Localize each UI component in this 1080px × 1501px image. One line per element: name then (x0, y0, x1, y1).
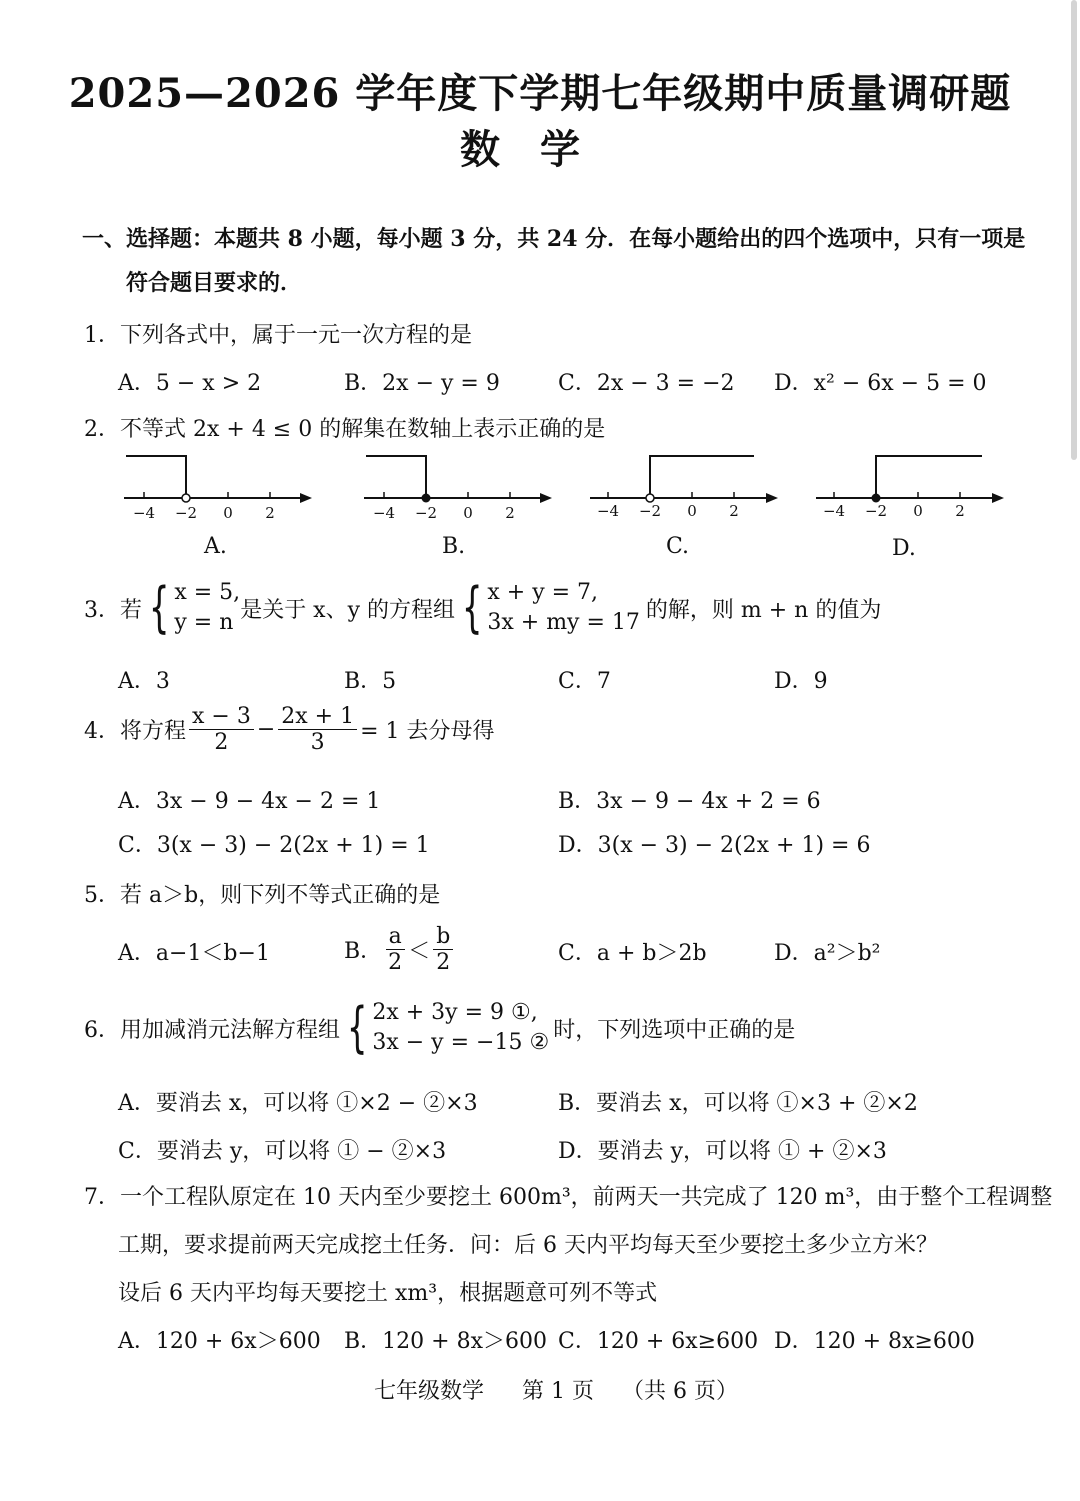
q4-option-b: B．3x − 9 − 4x + 2 = 6 (558, 789, 821, 814)
axis-arrow (540, 493, 552, 503)
q3-option-b: B．5 (344, 669, 397, 694)
section-heading: 一、选择题：本题共 8 小题，每小题 3 分，共 24 分．在每小题给出的四个选项中，只有一项是 (82, 226, 1026, 252)
tick-label: −2 (638, 502, 662, 520)
solution-bracket (876, 456, 982, 498)
fraction (278, 704, 357, 756)
q5-option-d: D．a²＞b² (774, 941, 881, 966)
tick-label: −4 (822, 502, 846, 520)
system-line: 3x + my = 17 (487, 610, 640, 635)
tick-label: 2 (729, 502, 739, 520)
denominator: 2 (214, 730, 229, 756)
number-line-label-a: A. (204, 534, 227, 559)
number-line-c (584, 448, 784, 528)
system-line: y = n (174, 610, 234, 635)
tick-label: 0 (913, 502, 923, 520)
q6-tail: 时，下列选项中正确的是 (553, 1017, 796, 1043)
tick-label: −4 (132, 504, 156, 522)
closed-endpoint (422, 494, 431, 503)
q7-option-c: C．120 + 6x≥600 (558, 1329, 759, 1354)
brace-icon: { (461, 576, 483, 639)
solution-bracket (366, 456, 426, 498)
tick-label: −4 (372, 504, 396, 522)
number-line-label-d: D. (892, 536, 916, 561)
question-5-stem: 5．若 a＞b，则下列不等式正确的是 (84, 883, 441, 908)
q1-option-c: C．2x − 3 = −2 (558, 371, 735, 396)
question-7-line-3: 设后 6 天内平均每天要挖土 xm³，根据题意可列不等式 (118, 1281, 658, 1306)
number-line-b (358, 448, 558, 528)
section-heading-cont: 符合题目要求的． (126, 270, 303, 296)
system-line: 3x − y = −15 ② (372, 1030, 550, 1055)
footer-page-number: 第 1 页 (522, 1379, 594, 1404)
page-title: 2025—2026 学年度下学期七年级期中质量调研题 (68, 70, 1012, 117)
brace-icon: { (346, 996, 368, 1059)
tick-label: −2 (414, 504, 438, 522)
tick-label: 2 (955, 502, 965, 520)
q4-prefix: 4．将方程 (84, 719, 186, 745)
denominator: 2 (436, 950, 451, 976)
q3-prefix: 3．若 (84, 597, 142, 623)
footer-total-pages: （共 6 页） (622, 1379, 738, 1404)
question-7-line-2: 工期，要求提前两天完成挖土任务．问：后 6 天内平均每天至少要挖土多少立方米？ (118, 1233, 938, 1258)
fraction (433, 924, 453, 976)
question-4-stem (84, 704, 495, 756)
q6-option-d: D．要消去 y，可以将 ① + ②×3 (558, 1139, 887, 1164)
less-than-sign: ＜ (408, 939, 431, 965)
q6-prefix: 6．用加减消元法解方程组 (84, 1017, 340, 1043)
q1-option-a: A．5 − x > 2 (118, 371, 262, 396)
question-1-stem: 1．下列各式中，属于一元一次方程的是 (84, 323, 472, 348)
number-line-label-c: C. (666, 534, 690, 559)
minus-sign: − (256, 717, 276, 743)
question-7-line-1: 7．一个工程队原定在 10 天内至少要挖土 600m³，前两天一共完成了 120 m³，由于整个工程调整 (84, 1185, 1053, 1210)
tick-label: 0 (463, 504, 473, 522)
question-3-stem (84, 578, 881, 638)
solution-bracket (650, 456, 754, 498)
fraction (385, 924, 405, 976)
q4-option-a: A．3x − 9 − 4x − 2 = 1 (118, 789, 381, 814)
denominator: 3 (310, 730, 325, 756)
number-line-d (810, 448, 1010, 528)
axis-arrow (992, 493, 1004, 503)
numerator: 2x + 1 (278, 704, 357, 730)
q1-option-d: D．x² − 6x − 5 = 0 (774, 371, 987, 396)
tick-label: −2 (174, 504, 198, 522)
tick-label: 2 (505, 504, 515, 522)
option-label: B． (344, 939, 383, 965)
q7-option-d: D．120 + 8x≥600 (774, 1329, 975, 1354)
numerator: b (433, 924, 453, 950)
q6-option-b: B．要消去 x，可以将 ①×3 + ②×2 (558, 1091, 918, 1116)
q7-option-a: A．120 + 6x＞600 (118, 1329, 321, 1354)
q6-system (340, 998, 549, 1058)
q6-option-a: A．要消去 x，可以将 ①×2 − ②×3 (118, 1091, 478, 1116)
question-6-stem (84, 998, 795, 1058)
q7-option-b: B．120 + 8x＞600 (344, 1329, 547, 1354)
subject-title: 数学 (460, 126, 620, 173)
q3-system-equations (455, 578, 640, 638)
system-line: x + y = 7, (487, 580, 599, 606)
brace-icon: { (148, 576, 170, 639)
tick-label: 0 (687, 502, 697, 520)
q3-option-a: A．3 (118, 669, 170, 694)
solution-bracket (126, 456, 186, 498)
fraction (189, 704, 254, 756)
axis-arrow (766, 493, 778, 503)
axis-arrow (300, 493, 312, 503)
system-line: 2x + 3y = 9 ①, (372, 1000, 538, 1026)
system-line: x = 5, (174, 580, 241, 606)
numerator: x − 3 (189, 704, 254, 730)
tick-label: 2 (265, 504, 275, 522)
number-line-label-b: B. (442, 534, 466, 559)
open-endpoint (182, 494, 190, 502)
tick-label: −2 (864, 502, 888, 520)
q4-option-c: C．3(x − 3) − 2(2x + 1) = 1 (118, 833, 430, 858)
number-line-a (118, 448, 318, 528)
q5-option-c: C．a + b＞2b (558, 941, 707, 966)
tick-label: −4 (596, 502, 620, 520)
q6-option-c: C．要消去 y，可以将 ① − ②×3 (118, 1139, 447, 1164)
q3-tail: 的解，则 m + n 的值为 (645, 597, 882, 623)
q4-option-d: D．3(x − 3) − 2(2x + 1) = 6 (558, 833, 871, 858)
q3-system-solution (142, 578, 240, 638)
question-2-stem: 2．不等式 2x + 4 ≤ 0 的解集在数轴上表示正确的是 (84, 417, 606, 442)
q3-middle: 是关于 x、y 的方程组 (240, 597, 456, 623)
numerator: a (386, 924, 405, 950)
q1-option-b: B．2x − y = 9 (344, 371, 500, 396)
q5-option-a: A．a−1＜b−1 (118, 941, 270, 966)
footer-subject: 七年级数学 (374, 1379, 485, 1404)
tick-label: 0 (223, 504, 233, 522)
q5-option-b (344, 924, 456, 976)
q3-option-c: C．7 (558, 669, 611, 694)
q4-tail: = 1 去分母得 (360, 719, 495, 745)
open-endpoint (646, 494, 654, 502)
q3-option-d: D．9 (774, 669, 828, 694)
denominator: 2 (388, 950, 403, 976)
